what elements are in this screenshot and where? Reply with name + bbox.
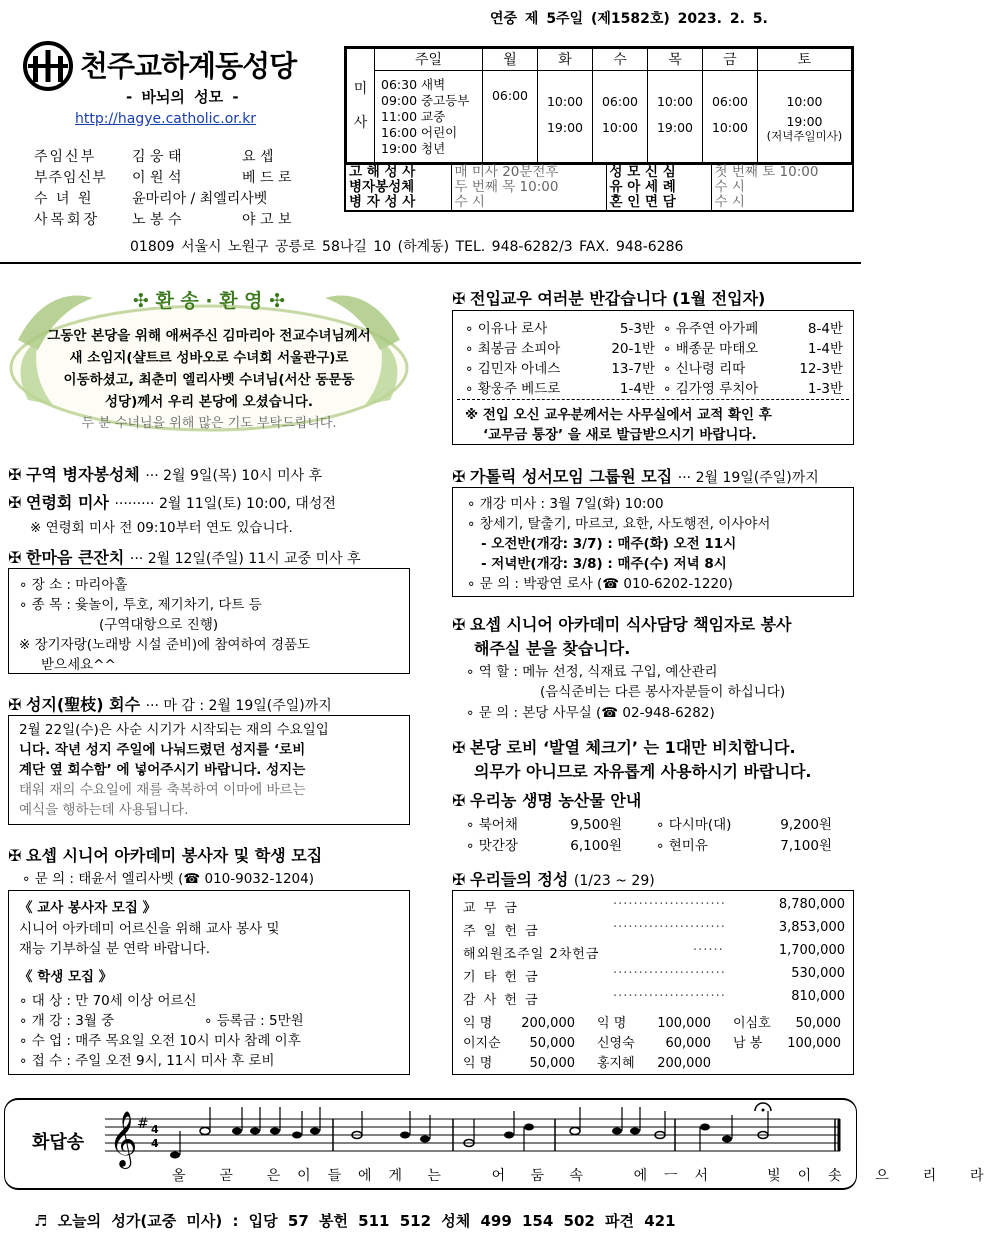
farewell-line: 그동안 본당을 위해 애써주신 김마리아 전교수녀님께서 xyxy=(47,328,371,344)
kitchen-note: (음식준비는 다른 봉사자분들이 하십니다) xyxy=(540,684,786,700)
issue-line: 연중 제 5주일 (제1582호) 2023. 2. 5. xyxy=(490,11,768,27)
offering-row: 기 타 헌 금 ······················ 530,000 xyxy=(463,966,845,985)
farewell-line: 이동하셨고, 최춘미 엘리사벳 수녀님(서산 동문동 xyxy=(63,372,355,388)
section-kitchen-volunteer-2: 해주실 분을 찾습니다. xyxy=(474,639,631,658)
bible-box: ∘ 개강 미사 : 3월 7일(화) 10:00 ∘ 창세기, 탈출기, 마르코, 요한, 사도행전, 이사야서 - 오전반(개강: 3/7) : 매주(화) 오전 11시 - 저녁반(개강: 3/8) : 매주(수) 저녁 8시 ∘ 문 의 : 박광연 로사 (☎ 010-6202-1220) xyxy=(452,487,854,597)
section-feast: ✠ 한마음 큰잔치 ··· 2월 12일(주일) 11시 교중 미사 후 xyxy=(8,548,361,567)
offering-row: 해외원조주일 2차헌금 ······ 1,700,000 xyxy=(463,943,845,962)
section-offerings: ✠ 우리들의 정성 (1/23 ~ 29) xyxy=(452,870,655,889)
mass-label: 미사 xyxy=(347,49,375,163)
section-new-parishioners: ✠ 전입교우 여러분 반갑습니다 (1월 전입자) xyxy=(452,289,766,308)
donor-row: 이지순 50,000 신영숙 60,000 남 봉 100,000 xyxy=(463,1036,841,1051)
section-fever-check-2: 의무가 아니므로 자유롭게 사용하시기 바랍니다. xyxy=(474,762,812,781)
day-monday: 월 xyxy=(483,49,538,71)
address-line: 01809 서울시 노원구 공릉로 58나길 10 (하계동) TEL. 948-6282/3 FAX. 948-6286 xyxy=(130,239,684,255)
thursday-times: 10:00 19:00 xyxy=(648,71,703,163)
feast-box: ∘ 장 소 : 마리아홀 ∘ 종 목 : 윷놀이, 투호, 제기차기, 다트 등 (구역대항으로 진행) ※ 장기자랑(노래방 시설 준비)에 참여하여 경품도 받으세요^^ xyxy=(8,568,410,674)
day-wednesday: 수 xyxy=(593,49,648,71)
section-kitchen-volunteer: ✠ 요셉 시니어 아카데미 식사담당 책임자로 봉사 xyxy=(452,615,792,634)
farewell-title: ✣ 환 송 · 환 영 ✣ xyxy=(132,290,286,312)
section-bible-group: ✠ 가톨릭 성서모임 그룹원 모집 ··· 2월 19일(주일)까지 xyxy=(452,467,819,486)
svg-text:#: # xyxy=(137,1116,149,1132)
staff-row: 부주임신부 이 원 석 베 드 로 xyxy=(34,170,292,186)
day-thursday: 목 xyxy=(648,49,703,71)
svg-text:4: 4 xyxy=(151,1123,159,1136)
sacrament-info: 고 해 성 사 매 미사 20분전후 성 모 신 심 첫 번째 토 10:00 병자봉성체 두 번째 목 10:00 유 아 세 례 수 시 병 자 성 사 수 시 혼 인 면 담 수 시 xyxy=(346,163,852,210)
day-friday: 금 xyxy=(703,49,758,71)
kitchen-role: ∘ 역 할 : 메뉴 선정, 식재료 구입, 예산관리 xyxy=(466,664,718,680)
saturday-times: 10:00 19:00 (저녁주일미사) xyxy=(758,71,852,163)
parish-motto: - 바뇌의 성모 - xyxy=(126,88,239,106)
donor-row: 익 명 200,000 익 명 100,000 이심호 50,000 xyxy=(463,1016,841,1031)
offering-row: 교 무 금 ······················ 8,780,000 xyxy=(463,897,845,916)
section-farm-products: ✠ 우리농 생명 농산물 안내 xyxy=(452,791,642,810)
psalm-label: 화답송 xyxy=(32,1132,85,1153)
staff-row: 주임신부 김 웅 태 요 셉 xyxy=(34,149,274,165)
svg-text:𝄞: 𝄞 xyxy=(109,1111,138,1167)
sunday-times: 06:30 새벽 09:00 중고등부 11:00 교중 16:00 어린이 19:00 청년 xyxy=(375,71,483,163)
donor-row: 익 명 50,000 홍지혜 200,000 xyxy=(463,1056,711,1071)
psalm-lyrics: 올 곧 은 이 들 에 게 는 어 둠 속 에 ㅡ 서 빛 이 솟 으 리 라 xyxy=(172,1168,984,1184)
svg-text:4: 4 xyxy=(151,1137,159,1150)
farewell-line: 두 분 수녀님을 위해 많은 기도 부탁드립니다. xyxy=(81,416,337,431)
day-tuesday: 화 xyxy=(538,49,593,71)
tuesday-times: 10:00 19:00 xyxy=(538,71,593,163)
offering-row: 주 일 헌 금 ······················ 3,853,000 xyxy=(463,920,845,939)
day-sunday: 주일 xyxy=(375,49,483,71)
farm-row: ∘ 맛간장 6,100원 ∘ 현미유 7,100원 xyxy=(466,838,832,854)
friday-times: 06:00 10:00 xyxy=(703,71,758,163)
farewell-line: 새 소임지(샬트르 성바오로 수녀회 서울관구)로 xyxy=(69,350,349,366)
academy-box: 《 교사 봉사자 모집 》 시니어 아카데미 어르신을 위해 교사 봉사 및 재능 기부하실 분 연락 바랍니다. 《 학생 모집 》 ∘ 대 상 : 만 70세 이상 어르신 ∘ 개 강 : 3월 중 ∘ 등록금 : 5만원 ∘ 수 업 : 매주 목요일 오전 10시 미사 참례 이후 ∘ 접 수 : 주일 오전 9시, 11시 미사 후 로비 xyxy=(8,890,410,1075)
staff-row: 사목회장 노 봉 수 야 고 보 xyxy=(34,212,292,228)
section-fever-check: ✠ 본당 로비 ‘발열 체크기’ 는 1대만 비치합니다. xyxy=(452,738,796,757)
kitchen-contact: ∘ 문 의 : 본당 사무실 (☎ 02-948-6282) xyxy=(466,705,715,721)
palm-box: 2월 22일(수)은 사순 시기가 시작되는 재의 수요일입 니다. 작년 성지 주일에 나눠드렸던 성지를 ‘로비 계단 옆 회수함’ 에 넣어주시기 바랍니다. 성지는 태워 재의 수요일에 재를 축복하여 이마에 바르는 예식을 행하는데 사용됩니다. xyxy=(8,715,410,825)
farewell-panel xyxy=(8,280,410,438)
farewell-line: 성당)께서 우리 본당에 오셨습니다. xyxy=(105,394,313,410)
cross-logo-icon xyxy=(22,40,74,92)
day-saturday: 토 xyxy=(758,49,852,71)
section-academy-recruit: ✠ 요셉 시니어 아카데미 봉사자 및 학생 모집 xyxy=(8,846,323,865)
parish-url[interactable]: http://hagye.catholic.or.kr xyxy=(75,111,257,127)
monday-times: 06:00 xyxy=(483,71,538,163)
staff-row: 수 녀 원 윤마리아 / 최엘리사벳 xyxy=(34,191,268,207)
academy-contact: ∘ 문 의 : 태윤서 엘리사벳 (☎ 010-9032-1204) xyxy=(22,871,314,887)
section-palm-return: ✠ 성지(聖枝) 회수 ··· 마 감 : 2월 19일(주일)까지 xyxy=(8,695,332,714)
new-parishioners-box: ∘ 이유나 로사 5-3반 ∘ 유주연 아가페 8-4반 ∘ 최봉금 소피아 20-1반 ∘ 배종문 마태오 1-4반 ∘ 김민자 아네스 13-7반 ∘ 신나령 리따 12-3반 ∘ 황웅주 베드로 1-4반 ∘ 김가영 루치아 1-3반 ※ 전입 오신 교우분께서는 사무실에서 교적 확인 후 ‘교무금 통장’ 을 새로 발급받으시기 바랍니다. xyxy=(452,310,854,445)
farm-row: ∘ 북어채 9,500원 ∘ 다시마(대) 9,200원 xyxy=(466,817,832,833)
hymn-line: ♬ 오늘의 성가(교중 미사) : 입당 57 봉헌 511 512 성체 499 154 502 파견 421 xyxy=(34,1212,676,1230)
psalm-staff-icon xyxy=(105,1105,845,1165)
section-memorial-mass: ✠ 연령회 미사 ········· 2월 11일(토) 10:00, 대성전 xyxy=(8,493,336,512)
parish-name: 천주교하계동성당 xyxy=(80,49,297,83)
header-divider xyxy=(0,262,861,264)
wednesday-times: 06:00 10:00 xyxy=(593,71,648,163)
parish-logo xyxy=(22,40,74,92)
mass-schedule xyxy=(344,46,854,212)
section-sick-communion: ✠ 구역 병자봉성체 ··· 2월 9일(목) 10시 미사 후 xyxy=(8,465,323,484)
offering-row: 감 사 헌 금 ······················ 810,000 xyxy=(463,989,845,1008)
memorial-note: ※ 연령회 미사 전 09:10부터 연도 있습니다. xyxy=(30,520,293,536)
